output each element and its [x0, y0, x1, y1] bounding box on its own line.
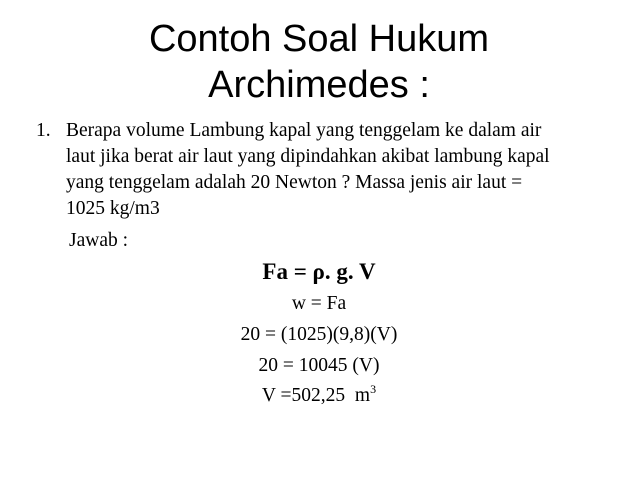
question-text: [66, 118, 614, 222]
solution-step-2: 20 = (1025)(9,8)(V): [240, 324, 398, 345]
solution-step-3: 20 = 10045 (V): [258, 355, 380, 376]
main-formula: Fa = ρ. g. V: [262, 259, 376, 284]
question-number: 1.: [36, 120, 51, 141]
question-line-3: yang tenggelam adalah 20 Newton ? Massa jenis air laut =: [66, 172, 523, 193]
slide-title-line-2: Archimedes :: [208, 64, 430, 106]
answer-label: Jawab :: [69, 230, 129, 251]
question-line-4: 1025 kg/m3: [66, 198, 160, 219]
slide-title-line-1: Contoh Soal Hukum: [148, 18, 490, 60]
question-line-1: Berapa volume Lambung kapal yang tenggelam ke dalam air: [66, 120, 542, 141]
solution-step-1: w = Fa: [291, 293, 347, 314]
result-exponent: 3: [370, 382, 377, 396]
result-value: V =502,25 m: [261, 385, 371, 406]
slide-title: [0, 16, 638, 108]
solution-result: [0, 383, 638, 409]
question-line-2: laut jika berat air laut yang dipindahkan akibat lambung kapal: [66, 146, 550, 167]
